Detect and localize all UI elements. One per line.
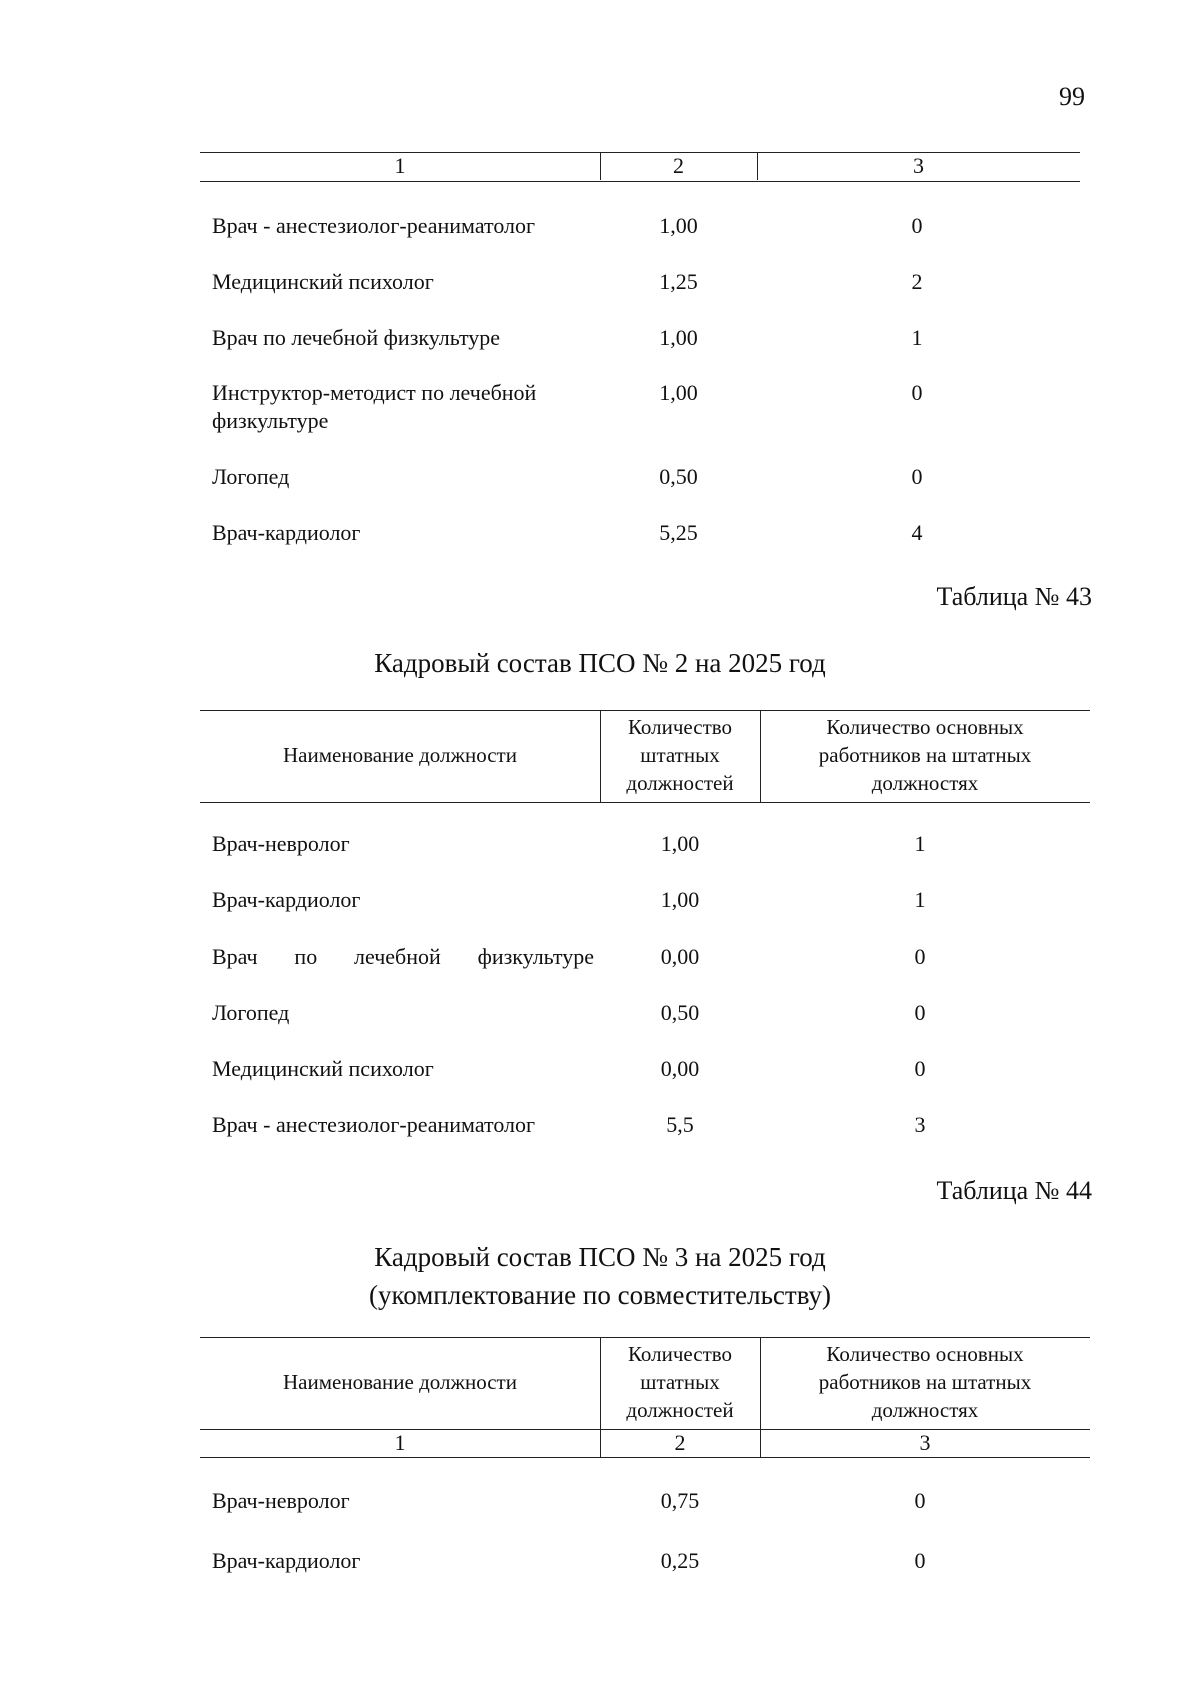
table-top-border xyxy=(200,1337,1090,1338)
employee-count: 4 xyxy=(911,520,923,545)
position-name-word: физкультуре xyxy=(477,944,594,969)
position-name: Врач - анестезиолог-реаниматолог xyxy=(212,213,536,238)
position-name: Медицинский психолог xyxy=(212,269,434,294)
employee-count: 1 xyxy=(911,325,923,350)
table-number-label: Таблица № 43 xyxy=(936,582,1092,611)
staff-units: 1,00 xyxy=(659,380,698,405)
position-name: Логопед xyxy=(212,1000,290,1025)
staff-table-pso-2 xyxy=(200,710,1090,1150)
continued-table xyxy=(200,152,1080,572)
staff-units: 5,5 xyxy=(666,1112,694,1137)
table-title-line: Кадровый состав ПСО № 3 на 2025 год xyxy=(374,1242,826,1272)
header-bottom-border xyxy=(200,181,1080,182)
column-header-employees xyxy=(760,713,1090,797)
column-header-position: Наименование должности xyxy=(283,743,517,767)
column-number-row xyxy=(200,153,1080,181)
table-title: Кадровый состав ПСО № 2 на 2025 год xyxy=(374,648,826,678)
employee-count: 0 xyxy=(914,1488,926,1513)
employee-count: 0 xyxy=(911,380,923,405)
employee-count: 0 xyxy=(914,1000,926,1025)
header-line: работников на штатных xyxy=(818,1370,1032,1394)
position-name-word: лечебной xyxy=(354,944,441,969)
column-header-position: Наименование должности xyxy=(283,1370,517,1394)
header-line: работников на штатных xyxy=(818,743,1032,767)
table-top-border xyxy=(200,710,1090,711)
employee-count: 0 xyxy=(914,1548,926,1573)
position-name xyxy=(212,379,592,435)
position-name: Врач-невролог xyxy=(212,831,350,856)
employee-count: 0 xyxy=(914,1056,926,1081)
header-bottom-border xyxy=(200,802,1090,803)
employee-count: 0 xyxy=(911,464,923,489)
table-title xyxy=(0,1238,1200,1314)
column-number-bottom-border xyxy=(200,1457,1090,1458)
header-line: должностях xyxy=(871,1398,979,1422)
position-name: Врач - анестезиолог-реаниматолог xyxy=(212,1112,536,1137)
column-header-employees xyxy=(760,1340,1090,1424)
staff-units: 0,75 xyxy=(660,1488,700,1513)
staff-units: 0,50 xyxy=(660,1000,700,1025)
position-name: Врач-кардиолог xyxy=(212,520,361,545)
position-name-line: Инструктор-методист по лечебной xyxy=(212,380,537,405)
employee-count: 1 xyxy=(914,887,926,912)
header-line: штатных xyxy=(640,743,720,767)
staff-units: 1,00 xyxy=(660,831,700,856)
position-name-word: Врач xyxy=(212,944,258,969)
position-name-word: по xyxy=(294,944,318,969)
header-line: штатных xyxy=(640,1370,720,1394)
employee-count: 3 xyxy=(914,1112,926,1137)
staff-units: 0,00 xyxy=(660,1056,700,1081)
table-title-subtitle: (укомплектование по совместительству) xyxy=(368,1280,832,1310)
position-name: Медицинский психолог xyxy=(212,1056,434,1081)
header-line: Количество xyxy=(627,715,733,739)
column-number: 1 xyxy=(394,1430,406,1455)
employee-count: 0 xyxy=(914,944,926,969)
column-number-row xyxy=(200,1430,1090,1458)
header-line: должностей xyxy=(626,1398,734,1422)
column-header-staff-units xyxy=(600,1340,760,1424)
header-line: Количество основных xyxy=(826,1342,1024,1366)
staff-units: 0,25 xyxy=(660,1548,700,1573)
staff-units: 0,50 xyxy=(659,464,698,489)
employee-count: 0 xyxy=(911,213,923,238)
header-line: Количество xyxy=(627,1342,733,1366)
column-number: 2 xyxy=(674,1430,686,1455)
header-line: должностях xyxy=(871,771,979,795)
position-name xyxy=(212,943,594,971)
position-name-line: физкультуре xyxy=(212,408,329,433)
column-header-staff-units xyxy=(600,713,760,797)
column-number: 2 xyxy=(673,153,684,178)
column-number: 3 xyxy=(919,1430,931,1455)
table-number-label: Таблица № 44 xyxy=(936,1176,1092,1205)
staff-units: 1,00 xyxy=(659,325,698,350)
column-number: 3 xyxy=(913,153,924,178)
staff-table-pso-3 xyxy=(200,1337,1090,1577)
employee-count: 1 xyxy=(914,831,926,856)
position-name: Врач-невролог xyxy=(212,1488,350,1513)
position-name: Врач-кардиолог xyxy=(212,1548,361,1573)
column-number: 1 xyxy=(394,153,406,178)
staff-units: 5,25 xyxy=(659,520,698,545)
page-number: 99 xyxy=(1059,82,1085,111)
header-line: Количество основных xyxy=(826,715,1024,739)
position-name: Врач-кардиолог xyxy=(212,887,361,912)
staff-units: 1,25 xyxy=(659,269,698,294)
staff-units: 1,00 xyxy=(659,213,698,238)
staff-units: 1,00 xyxy=(660,887,700,912)
position-name: Логопед xyxy=(212,464,290,489)
staff-units: 0,00 xyxy=(660,944,700,969)
header-line: должностей xyxy=(626,771,734,795)
employee-count: 2 xyxy=(911,269,923,294)
position-name: Врач по лечебной физкультуре xyxy=(212,325,501,350)
